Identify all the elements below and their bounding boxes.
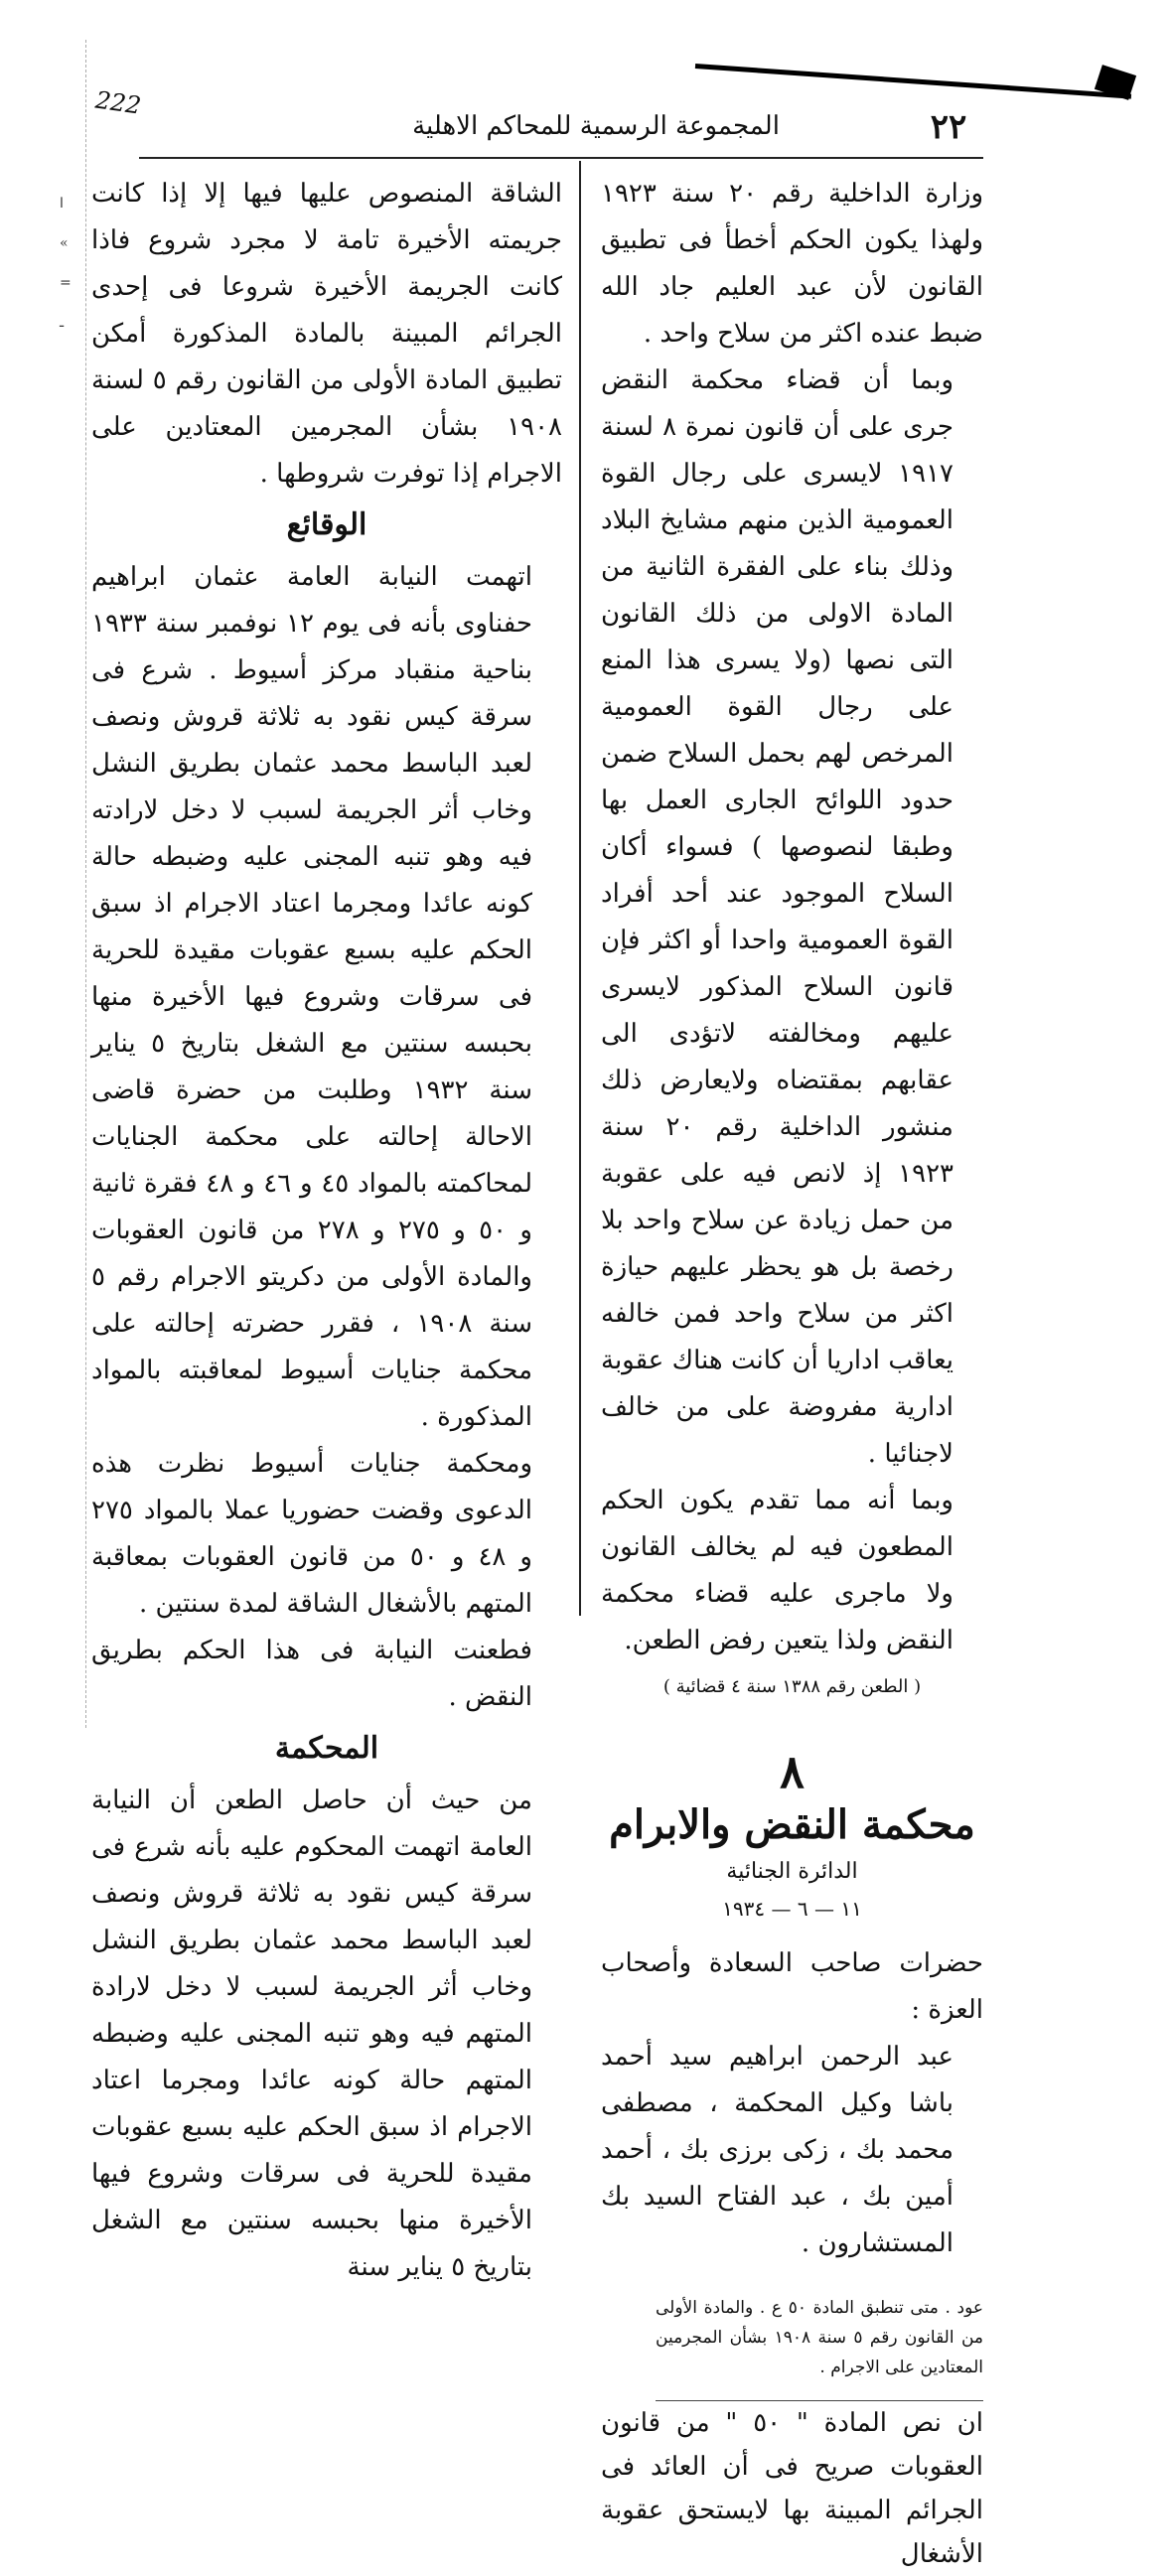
- judgment-date: ١١ — ٦ — ١٩٣٤: [722, 1897, 862, 1921]
- margin-marks: ا « = ـ: [60, 196, 72, 331]
- paragraph: وزارة الداخلية رقم ٢٠ سنة ١٩٢٣ ولهذا يكون الحكم أخطأ فى تطبيق القانون لأن عبد العليم جاد الله ضبط عنده اكثر من سلاح واحد .: [601, 179, 983, 349]
- paragraph: ومحكمة جنايات أسيوط نظرت هذه الدعوى وقضت حضوريا عملا بالمواد ٢٧٥ و ٤٨ و ٥٠ من قانون العقوبات بمعاقبة المتهم بالأشغال الشاقة لمدة سنتين .: [91, 1449, 532, 1619]
- header-ink-stroke: [695, 64, 1131, 99]
- section-heading-court: المحكمة: [274, 1731, 379, 1766]
- bench-names: عبد الرحمن ابراهيم سيد أحمد باشا وكيل المحكمة ، مصطفى محمد بك ، زكى برزى بك ، أحمد أمين بك ، عبد الفتاح السيد بك المستشارون .: [601, 2042, 953, 2258]
- bench-intro: حضرات صاحب السعادة وأصحاب العزة :: [601, 1948, 983, 2025]
- paragraph: اتهمت النيابة العامة عثمان ابراهيم حفناوى بأنه فى يوم ١٢ نوفمبر سنة ١٩٣٣ بناحية منقباد مركز أسيوط . شرع فى سرقة كيس نقود به ثلاثة قروش ونصف لعبد الباسط محمد عثمان بطريق النشل وخاب أثر الجريمة لسبب لا دخل لارادته فيه وهو تنبه المجنى عليه وضبطه حالة كونه عائدا ومجرما اعتاد الاجرام اذ سبق الحكم عليه بسبع عقوبات مقيدة للحرية فى سرقات وشروع فيها الأخيرة منها بحبسه سنتين مع الشغل بتاريخ ٥ يناير سنة ١٩٣٢ وطلبت من حضرة قاضى الاحالة إحالته على محكمة الجنايات لمحاكمته بالمواد ٤٥ و ٤٦ و ٤٨ فقرة ثانية و ٥٠ و ٢٧٥ و ٢٧٨ من قانون العقوبات والمادة الأولى من دكريتو الاجرام رقم ٥ سنة ١٩٠٨ ، فقرر حضرته إحالته على محكمة جنايات أسيوط لمعاقبته بالمواد المذكورة .: [91, 562, 532, 1432]
- paragraph: ان نص المادة " ٥٠ " من قانون العقوبات صريح فى أن العائد فى الجرائم المبينة بها لايستحق عقوبة الأشغال: [601, 2408, 983, 2569]
- page-edge-line: [85, 40, 86, 1728]
- margin-handwritten-number: 222: [93, 85, 143, 120]
- paragraph: فطعنت النيابة فى هذا الحكم بطريق النقض .: [91, 1636, 532, 1712]
- paragraph: من حيث أن حاصل الطعن أن النيابة العامة اتهمت المحكوم عليه بأنه شرع فى سرقة كيس نقود به ثلاثة قروش ونصف لعبد الباسط محمد عثمان بطريق النشل وخاب أثر الجريمة لسبب لا دخل لارادة المتهم فيه وهو تنبه المجنى عليه وضبطه المتهم حالة كونه عائدا ومجرما اعتاد الاجرام اذ سبق الحكم عليه بسبع عقوبات مقيدة للحرية فى سرقات وشروع فيها الأخيرة منها بحبسه سنتين مع الشغل بتاريخ ٥ يناير سنة: [91, 1786, 532, 2282]
- column-divider: [579, 161, 581, 1616]
- headnote-footnote: عود . متى تنطبق المادة ٥٠ ع . والمادة الأولى من القانون رقم ٥ سنة ١٩٠٨ بشأن المجرمين المعتادين على الاجرام .: [656, 2293, 983, 2401]
- right-column: [601, 171, 983, 2576]
- court-name: محكمة النقض والابرام: [609, 1801, 975, 1848]
- paragraph: الشاقة المنصوص عليها فيها إلا إذا كانت جريمته الأخيرة تامة لا مجرد شروع فاذا كانت الجريمة الأخيرة شروعا فى إحدى الجرائم المبينة بالمادة المذكورة أمكن تطبيق المادة الأولى من القانون رقم ٥ لسنة ١٩٠٨ بشأن المجرمين المعتادين على الاجرام إذا توفرت شروطها .: [91, 179, 562, 489]
- section-heading-facts: الوقائع: [286, 507, 367, 542]
- running-title: المجموعة الرسمية للمحاكم الاهلية: [412, 111, 780, 141]
- page-number: ٢٢: [930, 107, 967, 147]
- left-column: [91, 171, 562, 2291]
- appeal-citation: ( الطعن رقم ١٣٨٨ سنة ٤ قضائية ): [662, 1676, 922, 1697]
- case-number: ٨: [780, 1745, 805, 1798]
- paragraph: وبما أن قضاء محكمة النقض جرى على أن قانون نمرة ٨ لسنة ١٩١٧ لايسرى على رجال القوة العمومية الذين منهم مشايخ البلاد وذلك بناء على الفقرة الثانية من المادة الاولى من ذلك القانون التى نصها (ولا يسرى هذا المنع على رجال القوة العمومية المرخص لهم بحمل السلاح ضمن حدود اللوائح الجارى العمل بها وطبقا لنصوصها ) فسواء أكان السلاح الموجود عند أحد أفراد القوة العمومية واحدا أو اكثر فإن قانون السلاح المذكور لايسرى عليهم ومخالفته لاتؤدى الى عقابهم بمقتضاه ولايعارض ذلك منشور الداخلية رقم ٢٠ سنة ١٩٢٣ إذ لانص فيه على عقوبة من حمل زيادة عن سلاح واحد بلا رخصة بل هو يحظر عليهم حيازة اكثر من سلاح واحد فمن خالفه يعاقب اداريا أن كانت هناك عقوبة ادارية مفروضة على من خالف لاجنائيا .: [601, 365, 953, 1469]
- circuit-name: الدائرة الجنائية: [726, 1859, 858, 1884]
- paragraph: وبما أنه مما تقدم يكون الحكم المطعون فيه لم يخالف القانون ولا ماجرى عليه قضاء محكمة النقض ولذا يتعين رفض الطعن.: [601, 1486, 953, 1655]
- header-rule: [139, 157, 983, 159]
